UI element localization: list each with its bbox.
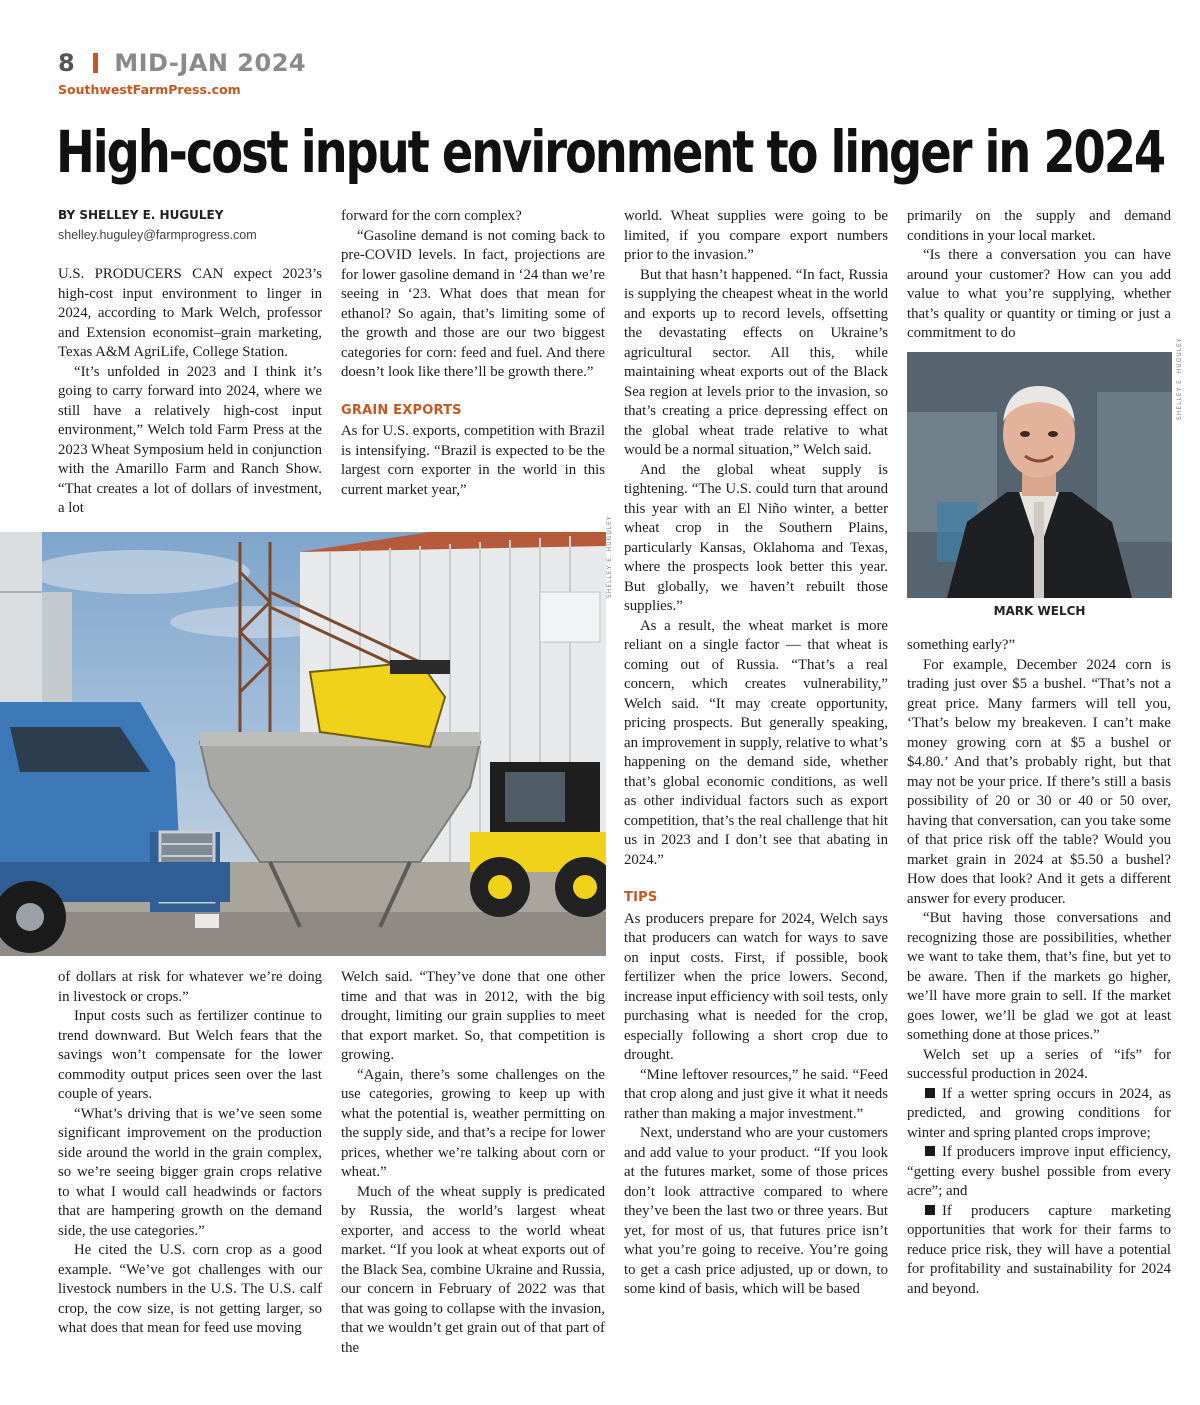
photo-credit-portrait: SHELLEY E. HUGULEY <box>1176 337 1183 420</box>
bullet-item <box>907 1202 1171 1300</box>
paragraph: As for U.S. exports, competition with Brazil is intensifying. “Brazil is expected to be the largest corn exporter in the world in this current market year,” <box>341 423 605 498</box>
article-headline: High-cost input environment to linger in 2024 <box>56 118 1165 186</box>
paragraph: forward for the corn complex? <box>341 208 522 224</box>
paragraph: Next, understand who are your customers and add value to your product. “If you look at the futures market, some of those prices don’t look attractive compared to where they’ve been the last two or three years. But yet, for most of us, that futures price isn’t what you’re going to receive. You’re going to get a cash price adjusted, up or down, to some kind of basis, which will be based <box>624 1125 888 1297</box>
bullet-text: If a wetter spring occurs in 2024, as predicted, and growing conditions for winter and spring planted crops improve; <box>907 1085 1171 1141</box>
folio-divider <box>93 53 98 73</box>
column-2-top <box>341 207 605 523</box>
paragraph: Welch said. “They’ve done that one other time and that was in 2012, with the big drought, limiting our grain supplies to meet that export market. So, that competition is growing. <box>341 969 605 1063</box>
paragraph: Much of the wheat supply is predicated by Russia, the world’s largest wheat exporter, and access to the world wheat market. “If you look at wheat exports out of the Black Sea, combine Ukraine and Russia, our concern in February of 2022 was that that was going to collapse with the invasion, that we wouldn’t get grain out of that part of the <box>341 1183 605 1356</box>
bullet-text: If producers capture marketing opportunities that work for their farms to reduce price risk, they will have a potential for profitability and sustainability for 2024 and beyond. <box>907 1202 1171 1297</box>
bullet-item <box>907 1143 1171 1202</box>
subhead-grain-exports: GRAIN EXPORTS <box>341 402 462 418</box>
portrait-caption: MARK WELCH <box>993 604 1086 618</box>
paragraph: “What’s driving that is we’ve seen some significant improvement on the production side around the world in the grain complex, so we’re seeing bigger grain crops relative to what I would call headwinds or factors that are hampering growth on the demand side, the use categories.” <box>58 1105 322 1239</box>
paragraph: As a result, the wheat market is more reliant on a single factor — that wheat is coming out of Russia. “That’s a real concern, which creates vulnerability,” Welch said. “It may create opportunity, pricing prospects. But generally speaking, an improvement in supply, relative to what’s happening on the demand side, whether that’s global economic conditions, as well as other individual factors such as export competition, that’s the real challenge that hit us in 2023 and I don’t see that abating in 2024.” <box>624 617 888 868</box>
farm-equipment-photo <box>0 532 606 956</box>
bullet-item <box>907 1085 1171 1144</box>
paragraph: “But having those conversations and recognizing those are possibilities, whether we want to take them, that’s fine, but yet to be aware. Then if the markets go higher, we’ll have more grain to sell. If the market goes lower, we’ll be glad we got at least something done at those prices.” <box>907 910 1171 1043</box>
bullet-text: If producers improve input efficiency, “getting every bushel possible from every acre”; and <box>907 1144 1171 1199</box>
paragraph: For example, December 2024 corn is trading just over $5 a bushel. “That’s not a great price. Many farmers will tell you, ‘That’s below my breakeven. I can’t make money growing corn at $5 a bushel or $4.80.’ And that’s probably right, but that may not be your price. If there’s still a basis possibility of 20 or 30 or 40 or 50 over, having that conversation, can you take some of that price risk off the table? Would you market grain in 2024 at $5.50 a bushel? How does that look? And it gets a different answer for every producer. <box>907 656 1171 907</box>
paragraph: He cited the U.S. corn crop as a good example. “We’ve got challenges with our livestock numbers in the U.S. The U.S. calf crop, the cow size, is not getting larger, so what does that mean for feed use moving <box>58 1242 322 1336</box>
photo-credit-main: SHELLEY E. HUGULEY <box>606 515 613 598</box>
paragraph: “Mine leftover resources,” he said. “Feed that crop along and just give it what it needs rather than making a major investment.” <box>624 1066 888 1122</box>
author-email[interactable]: shelley.huguley@farmprogress.com <box>58 228 257 242</box>
paragraph: something early?” <box>907 637 1016 653</box>
paragraph: But that hasn’t happened. “In fact, Russia is supplying the cheapest wheat in the world and exports up to record levels, offsetting the devastating effects on Ukraine’s agricultural sector. All this, while maintaining wheat exports out of the Black Sea region at levels prior to the invasion, so that’s creating a price depressing effect on the global wheat trade relative to what would be a normal situation,” Welch said. <box>624 266 888 458</box>
paragraph: And the global wheat supply is tightening. “The U.S. could turn that around this year with an El Niño winter, a better wheat crop in the Southern Plains, particularly Kansas, Oklahoma and Texas, where the prospects look better this year. But globally, we haven’t rebuilt those supplies.” <box>624 461 888 614</box>
paragraph: “It’s unfolded in 2023 and I think it’s going to carry forward into 2024, where we still have a relatively high-cost input environment,” Welch told Farm Press at the 2023 Wheat Symposium held in conjunction with the Amarillo Farm and Ranch Show. “That creates a lot of dollars of investment, a lot <box>58 363 322 516</box>
paragraph: As producers prepare for 2024, Welch says that producers can watch for ways to save on input costs. First, if possible, book fertilizer when the price lowers. Second, increase input efficiency with soil tests, only purchasing what is needed for the crop, especially following a short crop due to drought. <box>624 910 888 1063</box>
column-4-bottom <box>907 636 1171 1368</box>
paragraph: Welch set up a series of “ifs” for successful production in 2024. <box>907 1046 1171 1082</box>
paragraph: “Again, there’s some challenges on the use categories, growing to keep up with what the potential is, weather permitting on the supply side, and that’s a recipe for lower prices, whether we’re talking about corn or wheat.” <box>341 1066 605 1180</box>
square-bullet-icon <box>925 1205 935 1215</box>
paragraph: “Gasoline demand is not coming back to pre-COVID levels. In fact, projections are for lower gasoline demand in ‘24 than we’re seeing in ‘23. What does that mean for ethanol? So again, that’s limiting some of the growth and those are our two biggest categories for corn: feed and fuel. And there doesn’t look like there’ll be growth there.” <box>341 227 605 380</box>
photo-illustration <box>0 532 606 956</box>
column-2-bottom <box>341 968 605 1368</box>
paragraph: of dollars at risk for whatever we’re doing in livestock or crops.” <box>58 969 322 1005</box>
square-bullet-icon <box>925 1146 935 1156</box>
column-1-bottom <box>58 968 322 1368</box>
paragraph: Input costs such as fertilizer continue to trend downward. But Welch fears that the savings won’t compensate for the lower commodity output prices seen over the last couple of years. <box>58 1008 322 1102</box>
mark-welch-portrait <box>907 352 1172 598</box>
paragraph: U.S. PRODUCERS CAN expect 2023’s high-cost input environment to linger in 2024, according to Mark Welch, professor and Extension economist–grain marketing, Texas A&M AgriLife, College Station. <box>58 266 322 360</box>
issue-date: MID-JAN 2024 <box>114 49 307 77</box>
paragraph: world. Wheat supplies were going to be limited, if you compare export numbers prior to the invasion.” <box>624 208 888 263</box>
column-3 <box>624 207 888 1367</box>
page-folio <box>58 48 306 78</box>
portrait-illustration <box>907 352 1172 598</box>
column-1-top <box>58 265 322 523</box>
paragraph: primarily on the supply and demand conditions in your local market. <box>907 208 1171 244</box>
column-4-top <box>907 207 1171 345</box>
byline: BY SHELLEY E. HUGULEY <box>58 208 224 222</box>
paragraph: “Is there a conversation you can have around your customer? How can you add value to what you’re supplying, whether that’s quality or quantity or timing or just a commitment to do <box>907 247 1171 341</box>
subhead-tips: TIPS <box>624 890 658 905</box>
page-number: 8 <box>58 49 76 77</box>
square-bullet-icon <box>925 1088 935 1098</box>
website-link[interactable]: SouthwestFarmPress.com <box>58 82 241 97</box>
